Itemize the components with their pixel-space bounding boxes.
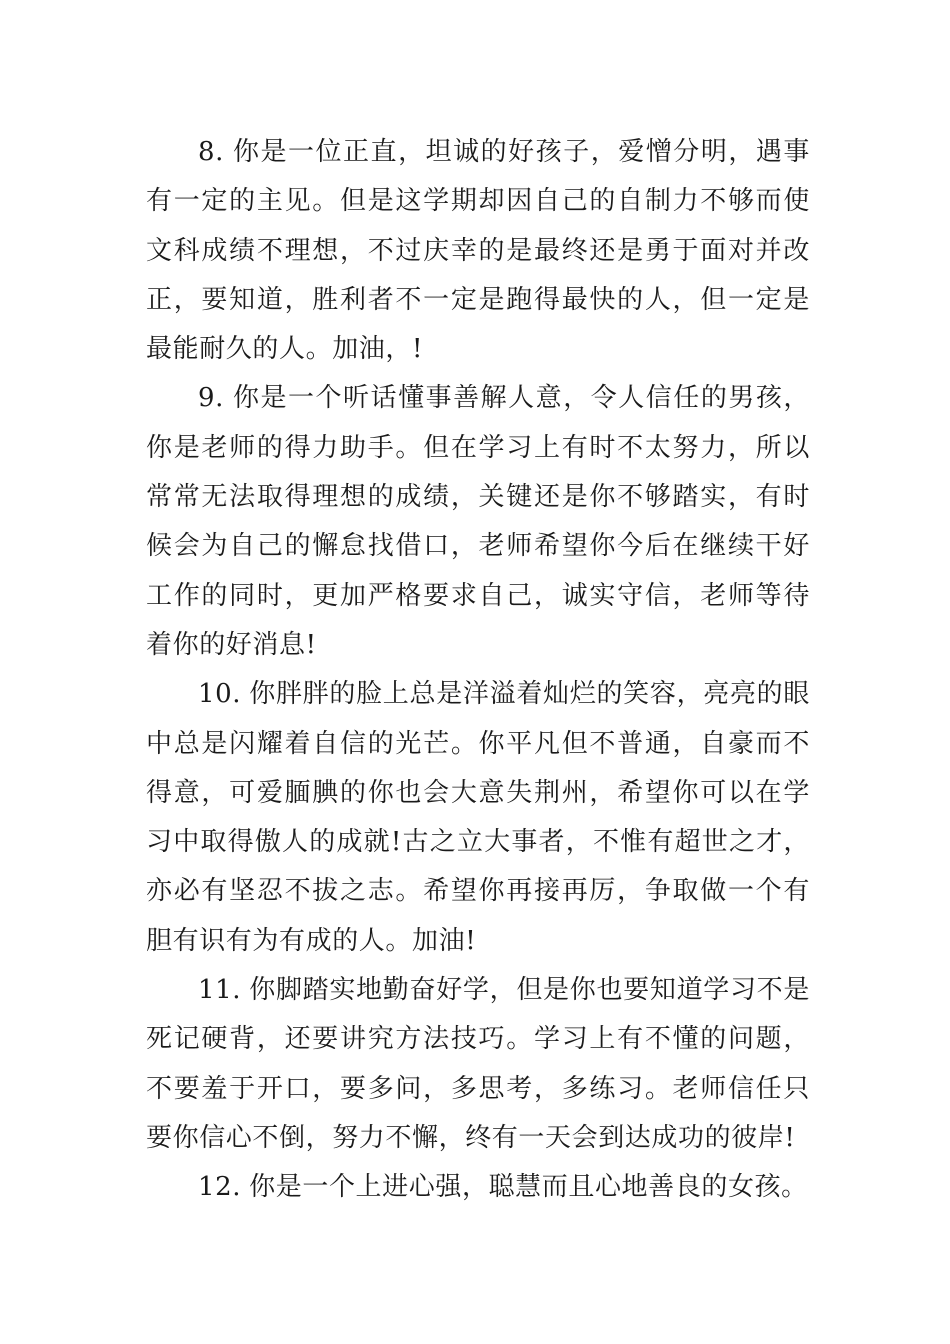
paragraph-11	[146, 966, 810, 1163]
paragraph-12	[146, 1163, 810, 1212]
paragraph-10	[146, 670, 810, 966]
paragraph-text: 你是一个听话懂事善解人意，令人信任的男孩，你是老师的得力助手。但在学习上有时不太努力，所以常常无法取得理想的成绩，关键还是你不够踏实，有时候会为自己的懈怠找借口，老师希望你今后在继续干好工作的同时，更加严格要求自己，诚实守信，老师等待着你的好消息!	[146, 383, 810, 660]
document-body	[146, 128, 810, 1213]
paragraph-number: 8.	[198, 137, 225, 167]
paragraph-9	[146, 374, 810, 670]
paragraph-number: 12.	[198, 1172, 242, 1203]
paragraph-text: 你是一位正直，坦诚的好孩子，爱憎分明，遇事有一定的主见。但是这学期却因自己的自制力不够而使文科成绩不理想，不过庆幸的是最终还是勇于面对并改正，要知道，胜利者不一定是跑得最快的人，但一定是最能耐久的人。加油，!	[146, 137, 810, 365]
paragraph-number: 10.	[198, 679, 242, 710]
paragraph-text: 你是一个上进心强，聪慧而且心地善良的女孩。	[249, 1172, 808, 1203]
paragraph-text: 你胖胖的脸上总是洋溢着灿烂的笑容，亮亮的眼中总是闪耀着自信的光芒。你平凡但不普通，自豪而不得意，可爱腼腆的你也会大意失荆州，希望你可以在学习中取得傲人的成就!古之立大事者，不惟有超世之才，亦必有坚忍不拔之志。希望你再接再厉，争取做一个有胆有识有为有成的人。加油!	[146, 679, 810, 956]
paragraph-text: 你脚踏实地勤奋好学，但是你也要知道学习不是死记硬背，还要讲究方法技巧。学习上有不懂的问题，不要羞于开口，要多问，多思考，多练习。老师信任只要你信心不倒，努力不懈，终有一天会到达成功的彼岸!	[146, 975, 810, 1153]
paragraph-8	[146, 128, 810, 374]
paragraph-number: 9.	[198, 383, 225, 414]
paragraph-number: 11.	[198, 975, 242, 1006]
